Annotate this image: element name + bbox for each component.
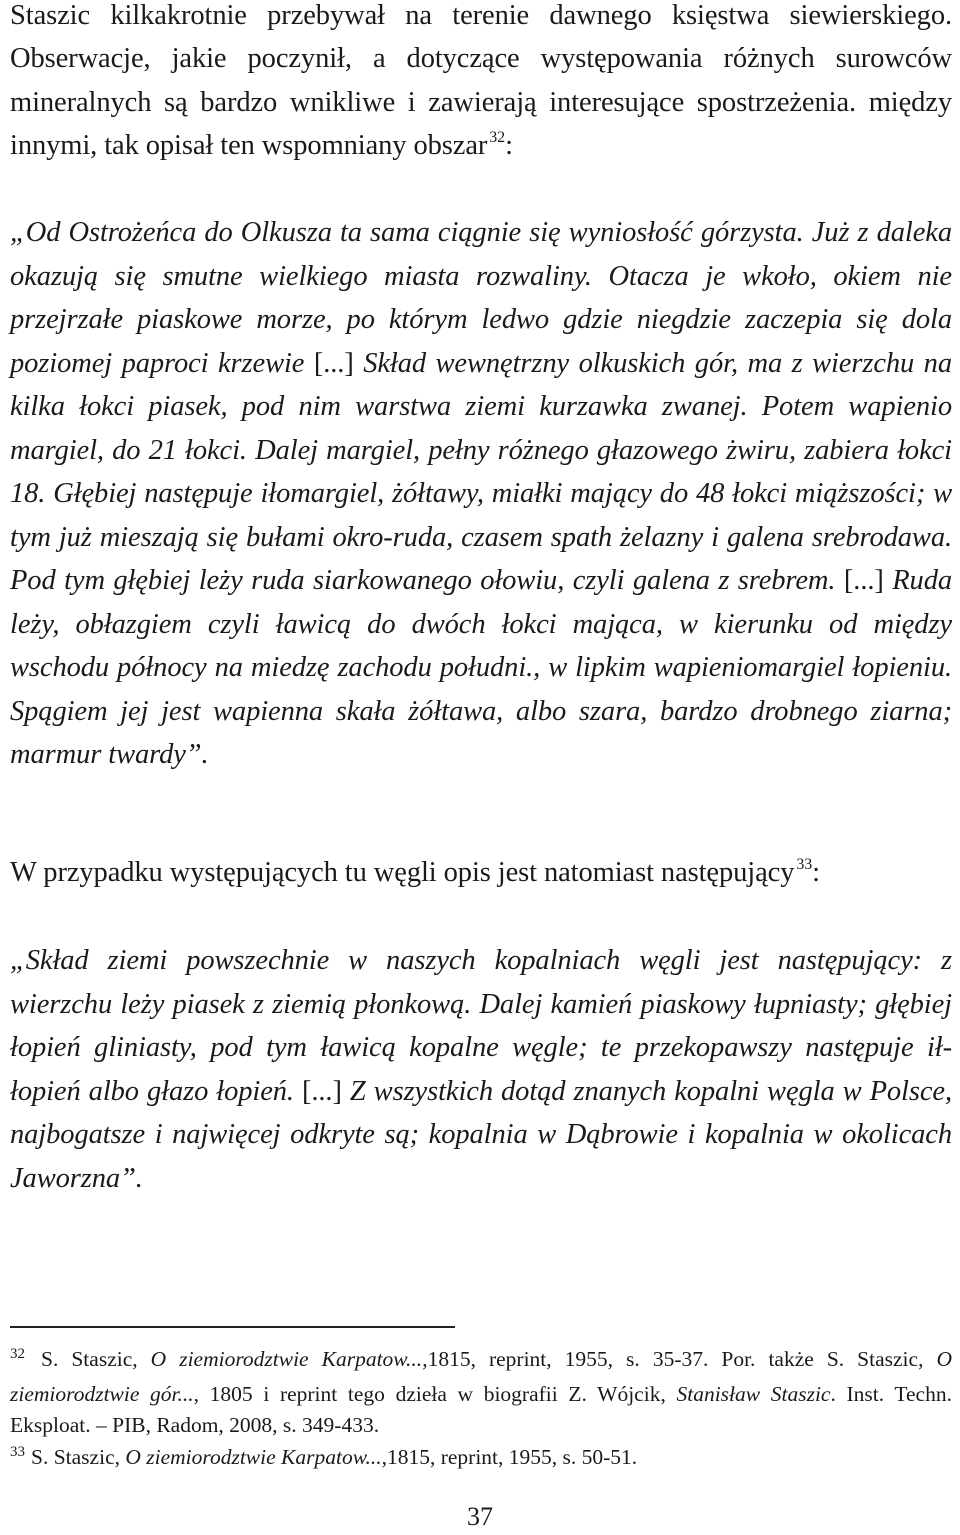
footnote-title: O ziemiorodztwie Karpatow... (125, 1444, 382, 1469)
footnote-ref-32[interactable]: 32 (489, 128, 506, 146)
footnote-number: 32 (10, 1346, 25, 1362)
footnotes (10, 1344, 952, 1476)
quote-1-ellipsis-2: [...] (843, 565, 884, 596)
body-paragraph-2 (10, 851, 952, 894)
page-number: 37 (467, 1502, 493, 1531)
body-paragraph-1 (10, 0, 952, 167)
footnote-text: S. Staszic, (41, 1347, 151, 1371)
quote-1-part-3: Ruda leży, obłazgiem czyli ławicą do dwóch łokci mająca, w kierunku od między wschodu północy na miedzę zachodu południ., w lipkim wapieniomargiel łopieniu. Spągiem jej jest wapienna skała żółtawa, albo szara, bardzo drobnego ziarna; marmur twardy”. (10, 565, 952, 770)
footnote-33 (10, 1442, 952, 1477)
footnote-text: ,1815, reprint, 1955, s. 35-37. Por. także S. Staszic, (422, 1347, 937, 1371)
paragraph-1-colon: : (505, 129, 513, 161)
footnote-text: , 1805 i reprint tego dzieła w biografii Z. Wójcik, (193, 1381, 677, 1406)
paragraph-2-text: W przypadku występujących tu węgli opis jest natomiast następujący (10, 857, 795, 888)
paragraph-2-colon: : (812, 857, 820, 888)
footnote-text: ,1815, reprint, 1955, s. 50-51. (381, 1444, 638, 1469)
footnote-32 (10, 1344, 952, 1442)
footnote-ref-33[interactable]: 33 (796, 856, 813, 873)
paragraph-1-text: Staszic kilkakrotnie przebywał na terenie dawnego księstwa siewierskiego. Obserwacje, jakie poczynił, a dotyczące występowania różnych surowców mineralnych są bardzo wnikliwe i zawierają interesujące spostrzeżenia. między innymi, tak opisał ten wspomniany obszar (10, 0, 952, 161)
footnote-number: 33 (10, 1443, 25, 1460)
footnote-divider (10, 1326, 455, 1328)
footnote-text: . Inst. Techn. Eksploat. – PIB, Radom, 2008, s. 349-433. (10, 1381, 952, 1437)
quote-1-part-2: Skład wewnętrzny olkuskich gór, ma z wierzchu na kilka łokci piasek, pod nim warstwa ziemi kurzawka zwanej. Potem wapienio margiel, do 21 łokci. Dalej margiel, pełny różnego głazowego żwiru, zabiera łokci 18. Głębiej następuje iłomargiel, żółtawy, miałki mający do 48 łokci miąższości; w tym już mieszają się bułami okro-ruda, czasem spath żelazny i galena srebrodawa. Pod tym głębiej leży ruda siarkowanego ołowiu, czyli galena z srebrem. (10, 347, 952, 596)
quote-2-ellipsis: [...] (301, 1075, 342, 1107)
footnote-text: S. Staszic, (31, 1444, 126, 1469)
quote-1-ellipsis-1: [...] (313, 347, 354, 379)
footnote-title: Stanisław Staszic (676, 1381, 831, 1406)
block-quote-1 (10, 211, 952, 777)
quote-2-part-1: „Skład ziemi powszechnie w naszych kopalniach węgli jest następujący: z wierzchu leży piasek z ziemią płonkową. Dalej kamień piaskowy łupniasty; głębiej łopień gliniasty, pod tym ławicą kopalne węgle; te przekopawszy następuje ił-łopień albo głazo łopień. (10, 945, 952, 1107)
footnote-title: O ziemiorodztwie Karpatow... (150, 1347, 423, 1371)
quote-1-part-1: „Od Ostrożeńca do Olkusza ta sama ciągnie się wyniosłość górzysta. Już z daleka okazują się smutne wielkiego miasta rozwaliny. Otacza je wkoło, okiem nie przejrzałe piaskowe morze, po którym ledwo gdzie niegdzie zaczepia się dola poziomej paproci krzewie (10, 217, 952, 379)
block-quote-2 (10, 939, 952, 1200)
quote-2-part-2: Z wszystkich dotąd znanych kopalni węgla w Polsce, najbogatsze i najwięcej odkryte są; kopalnia w Dąbrowie i kopalnia w okolicach Jaworzna”. (10, 1075, 952, 1194)
footnote-title: O ziemiorodztwie gór... (10, 1347, 953, 1406)
